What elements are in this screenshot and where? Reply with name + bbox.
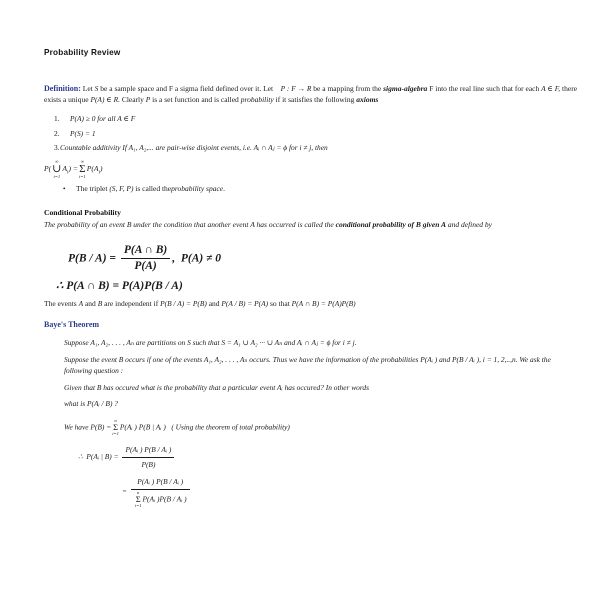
axiom-number-3: 3. bbox=[54, 143, 60, 153]
axiom-item-1 bbox=[44, 114, 577, 124]
bayes-p2-b: occurs. Thus we have the information of the probabilities bbox=[249, 354, 419, 364]
indep-cond-1: P(B / A) = P(B) bbox=[160, 298, 207, 308]
axiom3-rhs: P(A bbox=[86, 164, 99, 174]
bayes-paragraph-2 bbox=[64, 354, 577, 377]
total-prob-term: P(Aᵢ ) P(B | Aᵢ ) bbox=[119, 422, 166, 432]
union-symbol: ∪ bbox=[52, 163, 62, 175]
indep-cond-2: P(A / B) = P(A) bbox=[221, 298, 269, 308]
bayes-known-probs: P(Aᵢ ) and P(B / Aᵢ ), i = 1, 2,..,n. bbox=[420, 354, 518, 364]
bayes-theorem-body bbox=[64, 337, 577, 508]
bayes-p1-a: Suppose bbox=[64, 338, 89, 348]
definition-var-f: F bbox=[168, 84, 174, 93]
bayes-p2-a: Suppose the event B occurs if one of the events bbox=[64, 354, 203, 364]
bayes-paragraph-4 bbox=[64, 398, 577, 410]
cp-eq-denominator: P(A) bbox=[134, 260, 157, 273]
cp-eq-condition: P(A) ≠ 0 bbox=[180, 252, 222, 265]
axiom3-lhs-sub: i bbox=[67, 169, 69, 176]
definition-var-f2: F bbox=[429, 84, 434, 93]
bayes-fraction-1 bbox=[122, 444, 174, 470]
axiom-number-1: 1. bbox=[54, 114, 60, 124]
axiom3-lhs-close: ) bbox=[68, 164, 71, 174]
bayes-frac1-numerator: P(Aᵢ ) P(B / Aᵢ ) bbox=[122, 444, 174, 458]
definition-text-9: if it satisfies the following bbox=[275, 95, 355, 105]
bayes-eq-lhs: P(Aᵢ | B) = bbox=[86, 451, 119, 461]
cp-eq-numerator: P(A ∩ B) bbox=[121, 244, 170, 259]
indep-text-3: are independent if bbox=[104, 298, 159, 308]
indep-cond-3: P(A ∩ B) = P(A)P(B) bbox=[291, 298, 356, 308]
total-probability-line bbox=[64, 419, 577, 436]
bayes-den-sum-symbol: Σ bbox=[135, 493, 141, 504]
indep-text-5: so that bbox=[270, 298, 290, 308]
definition-text-5: into the real line such that for each bbox=[435, 84, 540, 93]
bayes-theorem-heading: Baye's Theorem bbox=[44, 320, 100, 330]
cp-text-2: and defined by bbox=[447, 220, 493, 229]
bayes-den-sum-lower: i=1 bbox=[134, 503, 142, 508]
triplet-text-1: The triplet bbox=[76, 184, 108, 193]
bullet-icon: • bbox=[63, 184, 66, 193]
bayes-events-list: A₁, A₂, . . . , Aₙ bbox=[203, 354, 248, 364]
indep-text-1: The events bbox=[44, 298, 77, 308]
axiom3-lhs-arg: A bbox=[62, 164, 68, 174]
bayes-paragraph-3 bbox=[64, 382, 577, 394]
axiom3-rhs-sub: i bbox=[98, 169, 100, 176]
bayes-eq-equals-2: = bbox=[122, 486, 127, 496]
bayes-frac1-denominator: P(B) bbox=[141, 459, 156, 469]
bayes-partitions: A₁, A₂, . . . , Aₙ bbox=[90, 338, 134, 348]
bayes-p1-b: are partitions on S such that bbox=[135, 338, 220, 348]
axiom-text-3: Countable additivity If A₁, A₂,... are pair-wise disjoint events, i.e. Aᵢ ∩ Aⱼ = ϕ for i ≠ j, then bbox=[60, 143, 328, 153]
definition-text-1: Let bbox=[82, 84, 93, 93]
indep-text-2: and bbox=[84, 298, 96, 308]
bayes-p3-b: has occured? In other words bbox=[284, 382, 369, 392]
axiom-text-2: P(S) = 1 bbox=[70, 128, 96, 138]
conditional-probability-paragraph bbox=[44, 219, 577, 230]
total-prob-lhs: P(B) = bbox=[90, 422, 112, 432]
total-prob-summation-operator bbox=[112, 419, 119, 436]
bayes-final-equation-line1 bbox=[78, 444, 577, 470]
bayes-frac2-numerator: P(Aᵢ ) P(B / Aᵢ ) bbox=[131, 476, 190, 490]
total-prob-note: ( Using the theorem of total probability) bbox=[171, 422, 290, 432]
bayes-den-sum-upper: n bbox=[137, 489, 140, 495]
independence-paragraph bbox=[44, 298, 577, 309]
bayes-final-equation-line2 bbox=[122, 476, 577, 508]
definition-text-2: be a sample space and bbox=[100, 84, 167, 93]
cp-eq-comma: , bbox=[172, 252, 176, 265]
bayes-den-term: P(Aᵢ )P(B / Aᵢ ) bbox=[142, 494, 187, 504]
union-operator bbox=[52, 160, 61, 179]
indep-var-a: A bbox=[78, 298, 84, 308]
triplet-period: . bbox=[223, 184, 226, 193]
axiom3-equals: = bbox=[72, 164, 79, 174]
bayes-p3-a: Given that B has occured what is the probability that a particular event bbox=[64, 382, 276, 392]
total-prob-sum-lower: i=1 bbox=[112, 431, 119, 437]
definition-mapping: P : F → R bbox=[280, 84, 312, 93]
definition-text-8: is a set function and is called bbox=[152, 95, 239, 105]
definition-sigma-algebra: sigma-algebra bbox=[383, 84, 428, 93]
sum-symbol: Σ bbox=[79, 163, 86, 175]
summation-operator bbox=[79, 160, 86, 179]
bayes-fraction-2 bbox=[131, 476, 190, 508]
axiom-item-3 bbox=[44, 143, 577, 153]
definition-paragraph bbox=[44, 83, 577, 105]
cp-emph: conditional probability of B given A bbox=[335, 220, 446, 229]
cp-eq-fraction bbox=[121, 244, 170, 273]
bayes-p3-event: Aᵢ bbox=[277, 382, 283, 392]
axiom-number-2: 2. bbox=[54, 128, 60, 138]
conditional-probability-equation-line2: ∴ P(A ∩ B) = P(A)P(B / A) bbox=[56, 279, 183, 292]
bayes-union-expr: S = A₁ ∪ A₂ ··· ∪ Aₙ bbox=[221, 338, 283, 348]
sum-upper-limit: ∞ bbox=[80, 159, 85, 165]
definition-axioms-emph: axioms bbox=[356, 95, 379, 105]
bayes-p1-c: and bbox=[284, 338, 296, 348]
sum-lower-limit: i=1 bbox=[79, 174, 86, 179]
total-prob-sum-symbol: Σ bbox=[113, 421, 119, 432]
axiom-text-1: P(A) ≥ 0 for all A ∈ F bbox=[70, 114, 136, 124]
bayes-p4-expr: P(Aᵢ / B) ? bbox=[87, 399, 118, 409]
page-title: Probability Review bbox=[44, 48, 121, 57]
cp-text-1: The probability of an event B under the condition that another event A has occurred is called the bbox=[44, 220, 334, 229]
bayes-p2-c: We ask the following question : bbox=[64, 354, 551, 376]
triplet-bullet-item bbox=[63, 184, 577, 194]
axiom3-rhs-close: ) bbox=[99, 164, 103, 174]
triplet-text-2: is called the bbox=[135, 184, 172, 193]
bayes-p1-d: for i ≠ j. bbox=[332, 338, 357, 348]
bayes-frac2-denominator bbox=[131, 490, 190, 508]
definition-text-4: be a mapping from the bbox=[313, 84, 382, 93]
axiom3-lhs-open: P( bbox=[44, 164, 52, 174]
bayes-disjoint-expr: Aᵢ ∩ Aⱼ = ϕ bbox=[296, 338, 331, 348]
conditional-probability-heading: Conditional Probability bbox=[44, 208, 121, 217]
probability-space-emph: probability space bbox=[171, 184, 224, 193]
bayes-denominator-summation-operator bbox=[135, 491, 142, 508]
indep-text-4: and bbox=[208, 298, 220, 308]
bayes-paragraph-1 bbox=[64, 337, 577, 349]
axiom3-equation bbox=[44, 160, 577, 179]
indep-var-b: B bbox=[97, 298, 103, 308]
definition-var-s: S bbox=[94, 84, 99, 93]
total-prob-sum-upper: n bbox=[114, 418, 117, 424]
axiom-list bbox=[44, 114, 577, 153]
definition-cond-a: A ∈ F, bbox=[541, 84, 561, 93]
total-prob-a: We have bbox=[64, 422, 89, 432]
definition-cond-pa: P(A) ∈ R. bbox=[90, 95, 120, 105]
definition-text-3: a sigma field defined over it. Let bbox=[174, 84, 274, 93]
definition-probability-emph: probability bbox=[240, 95, 274, 105]
triplet-symbol: (S, F, P) bbox=[109, 184, 134, 193]
cp-eq-lhs: P(B / A) = bbox=[68, 252, 116, 265]
union-lower-limit: i=1 bbox=[53, 174, 61, 179]
definition-label: Definition: bbox=[44, 84, 81, 93]
union-upper-limit: ∞ bbox=[55, 159, 59, 165]
axiom-item-2 bbox=[44, 129, 577, 139]
definition-var-p: P bbox=[145, 95, 151, 105]
conditional-probability-equation bbox=[68, 244, 577, 273]
definition-text-7: Clearly bbox=[121, 95, 144, 105]
definition-text-6: there exists a unique bbox=[44, 84, 578, 105]
bayes-therefore-symbol: ∴ bbox=[78, 451, 83, 461]
bayes-p4-a: what is bbox=[64, 399, 86, 409]
